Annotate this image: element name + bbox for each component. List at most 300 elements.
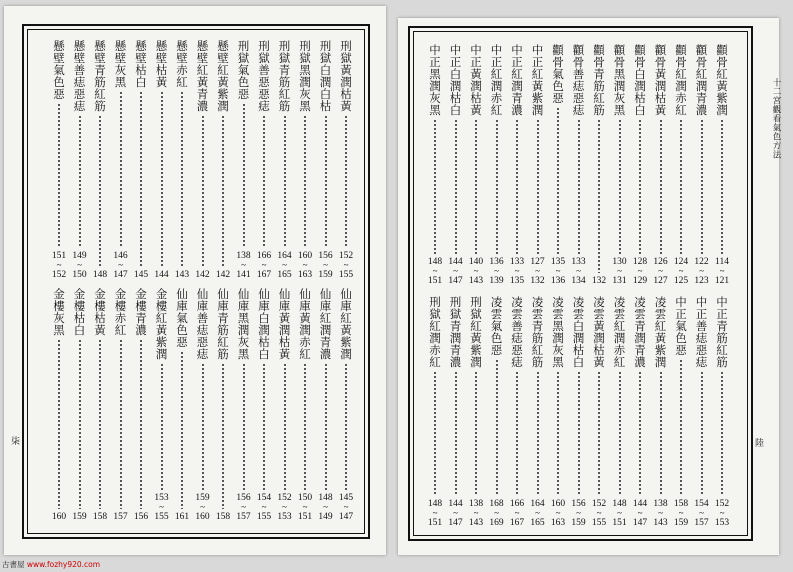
page-range xyxy=(134,270,148,280)
range-tilde: ~ xyxy=(576,508,581,518)
range-tilde: ~ xyxy=(555,508,561,518)
page-ref: 151 xyxy=(51,251,67,261)
dot-leader xyxy=(161,91,163,267)
page-range xyxy=(298,251,312,280)
page-ref: 167 xyxy=(509,518,525,528)
page-ref: 163 xyxy=(550,518,566,528)
page-range xyxy=(195,493,209,522)
entry-title: 仙庫黑潤灰黑 xyxy=(236,288,251,360)
dot-leader xyxy=(345,363,347,490)
dot-leader xyxy=(202,363,204,490)
toc-entry xyxy=(694,296,710,528)
page-range xyxy=(93,512,107,522)
dot-leader xyxy=(304,363,306,490)
page-ref: 161 xyxy=(174,512,190,522)
page-ref: 152 xyxy=(591,499,607,509)
range-tilde: ~ xyxy=(596,508,602,518)
page-ref: 166 xyxy=(256,251,272,261)
page-ref: 153 xyxy=(714,518,730,528)
page-ref: 132 xyxy=(591,276,607,286)
page-ref: 163 xyxy=(297,270,313,280)
toc-entry xyxy=(215,40,231,280)
page-ref: 143 xyxy=(468,518,484,528)
dot-leader xyxy=(263,363,265,490)
page-range xyxy=(674,257,688,286)
entry-title: 金樓青濃 xyxy=(134,288,148,336)
toc-entry xyxy=(673,296,689,528)
toc-entry xyxy=(133,40,149,280)
page-ref: 153 xyxy=(277,512,292,522)
toc-entry xyxy=(154,40,170,280)
entry-title: 懸壁青筋紅筋 xyxy=(93,40,107,112)
page-ref: 145 xyxy=(338,493,354,503)
range-tilde: ~ xyxy=(494,508,499,518)
entry-title: 凌雲紅黃紫潤 xyxy=(653,296,668,368)
page-ref: 154 xyxy=(694,499,709,509)
entry-title: 顴骨青筋紅筋 xyxy=(592,44,606,116)
page-number: 陸 xyxy=(753,438,763,447)
page-range xyxy=(257,493,271,522)
toc-entry xyxy=(632,44,648,286)
page-range xyxy=(612,499,626,528)
dot-leader xyxy=(455,371,457,496)
toc-entry xyxy=(92,40,108,280)
toc-entry xyxy=(530,296,546,528)
page-ref: 157 xyxy=(113,512,128,522)
page-range xyxy=(428,499,442,528)
range-tilde: ~ xyxy=(494,266,499,276)
page-ref: 143 xyxy=(653,518,668,528)
page-ref: 151 xyxy=(427,276,443,286)
dot-leader xyxy=(537,119,539,254)
page-ref: 164 xyxy=(530,499,545,509)
entry-title: 金樓赤紅 xyxy=(113,288,128,336)
dot-leader xyxy=(434,119,436,254)
dot-leader xyxy=(345,115,347,248)
page-ref: 124 xyxy=(673,257,689,267)
dot-leader xyxy=(120,91,122,248)
entry-title: 凌雲紅潤赤紅 xyxy=(612,296,627,368)
page-range xyxy=(134,512,148,522)
dot-leader xyxy=(325,115,327,248)
toc-entry xyxy=(174,40,190,280)
page-ref: 155 xyxy=(591,518,607,528)
entry-title: 懸壁灰黑 xyxy=(113,40,128,88)
toc-entry xyxy=(571,296,587,528)
page-ref: 114 xyxy=(715,257,729,267)
page-range xyxy=(489,499,503,528)
range-tilde: ~ xyxy=(241,502,246,512)
page-ref: 159 xyxy=(72,512,87,522)
page-ref: 152 xyxy=(338,251,354,261)
entry-title: 懸壁赤紅 xyxy=(175,40,189,88)
dot-leader xyxy=(99,339,101,509)
page-ref: 147 xyxy=(113,270,128,280)
page-range xyxy=(694,257,708,286)
page-ref: 158 xyxy=(673,499,689,509)
dot-leader xyxy=(598,119,600,273)
range-tilde: ~ xyxy=(343,260,349,270)
range-tilde: ~ xyxy=(535,508,540,518)
page-range xyxy=(551,257,565,286)
page-ref: 147 xyxy=(632,518,648,528)
entry-title: 金樓紅黃紫潤 xyxy=(154,288,169,360)
page-ref: 144 xyxy=(448,499,463,509)
page-ref: 142 xyxy=(195,270,210,280)
page-ref: 133 xyxy=(571,257,586,267)
dot-leader xyxy=(660,119,662,254)
range-tilde: ~ xyxy=(617,266,622,276)
page-ref: 138 xyxy=(236,251,251,261)
page-ref: 126 xyxy=(653,257,668,267)
dot-leader xyxy=(537,371,539,496)
dot-leader xyxy=(304,115,306,248)
range-tilde: ~ xyxy=(282,502,287,512)
toc-entry xyxy=(154,288,170,522)
range-tilde: ~ xyxy=(282,260,287,270)
entry-title: 凌雲青潤青濃 xyxy=(633,296,647,368)
page-ref: 165 xyxy=(530,518,545,528)
entry-title: 刑獄青筋紅筋 xyxy=(277,40,292,112)
page-range xyxy=(277,251,291,280)
page-ref: 156 xyxy=(133,512,149,522)
page-range xyxy=(257,251,271,280)
page-range xyxy=(113,512,127,522)
entry-title: 中正紅黃紫潤 xyxy=(530,44,545,116)
entry-title: 仙庫青筋紅筋 xyxy=(216,288,230,360)
entry-title: 凌雲黑潤灰黑 xyxy=(551,296,565,368)
toc-entry xyxy=(318,40,334,280)
page-ref: 157 xyxy=(236,512,251,522)
page-range xyxy=(612,257,626,286)
page-range xyxy=(530,499,544,528)
range-tilde: ~ xyxy=(473,508,479,518)
dot-leader xyxy=(721,119,723,254)
entry-title: 凌雲善痣惡痣 xyxy=(510,296,524,368)
toc-entry xyxy=(256,288,272,522)
page-ref: 168 xyxy=(489,499,504,509)
page-ref: 153 xyxy=(154,493,169,503)
page-ref: 121 xyxy=(714,276,730,286)
page-ref: 165 xyxy=(277,270,292,280)
range-tilde: ~ xyxy=(200,502,205,512)
page-range xyxy=(93,270,107,280)
page-ref: 146 xyxy=(113,251,128,261)
entry-title: 仙庫紅潤青濃 xyxy=(318,288,333,360)
range-tilde: ~ xyxy=(678,266,684,276)
range-tilde: ~ xyxy=(699,508,704,518)
toc-entry xyxy=(174,288,190,522)
range-tilde: ~ xyxy=(323,502,328,512)
page-ref: 150 xyxy=(297,493,313,503)
page-range xyxy=(469,257,483,286)
dot-leader xyxy=(557,371,559,496)
page-ref: 151 xyxy=(297,512,313,522)
toc-entry xyxy=(318,288,334,522)
page-ref: 144 xyxy=(632,499,648,509)
toc-entry xyxy=(195,288,211,522)
page-range xyxy=(175,270,189,280)
dot-leader xyxy=(496,359,498,496)
page-range xyxy=(277,493,291,522)
page-ref: 156 xyxy=(318,251,333,261)
dot-leader xyxy=(516,371,518,496)
page-range xyxy=(530,257,544,286)
range-tilde: ~ xyxy=(159,502,164,512)
range-tilde: ~ xyxy=(453,266,458,276)
dot-leader xyxy=(557,107,559,254)
dot-leader xyxy=(701,371,703,496)
page-ref: 166 xyxy=(509,499,525,509)
entry-title: 顴骨紅潤青濃 xyxy=(694,44,709,116)
page-ref: 144 xyxy=(154,270,169,280)
entry-title: 顴骨善痣惡痣 xyxy=(571,44,586,116)
page-ref: 141 xyxy=(236,270,251,280)
entry-title: 懸壁枯白 xyxy=(134,40,148,88)
dot-leader xyxy=(639,119,641,254)
toc-entry xyxy=(550,296,566,528)
page-range xyxy=(571,499,585,528)
toc-entry xyxy=(468,296,484,528)
page-ref: 128 xyxy=(632,257,648,267)
toc-entry xyxy=(277,288,293,522)
dot-leader xyxy=(598,371,600,496)
page-ref: 150 xyxy=(72,270,87,280)
page-ref: 131 xyxy=(612,276,627,286)
page-range xyxy=(489,257,503,286)
page-ref: 151 xyxy=(612,518,627,528)
page-range xyxy=(469,499,483,528)
dot-leader xyxy=(181,351,183,509)
entry-title: 顴骨紅潤赤紅 xyxy=(674,44,688,116)
page-range xyxy=(318,493,332,522)
page-ref: 148 xyxy=(427,499,443,509)
dot-leader xyxy=(496,119,498,254)
page-ref: 160 xyxy=(297,251,313,261)
toc-entry xyxy=(427,44,443,286)
page-ref: 155 xyxy=(256,512,272,522)
range-tilde: ~ xyxy=(343,502,349,512)
range-tilde: ~ xyxy=(617,508,622,518)
page-range xyxy=(592,276,606,286)
page-range xyxy=(339,493,353,522)
page-ref: 129 xyxy=(632,276,648,286)
range-tilde: ~ xyxy=(678,508,684,518)
toc-entry xyxy=(714,44,730,286)
dot-leader xyxy=(619,119,621,254)
page-range xyxy=(298,493,312,522)
toc-entry xyxy=(92,288,108,522)
page-ref: 135 xyxy=(550,257,566,267)
entry-title: 顴骨白潤枯白 xyxy=(633,44,647,116)
toc-entry xyxy=(714,296,730,528)
range-tilde: ~ xyxy=(261,260,267,270)
toc-entry xyxy=(509,44,525,286)
entry-title: 金樓枯黃 xyxy=(93,288,107,336)
toc-entry xyxy=(550,44,566,286)
dot-leader xyxy=(455,119,457,254)
range-tilde: ~ xyxy=(323,260,328,270)
dot-leader xyxy=(619,371,621,496)
dot-leader xyxy=(222,115,224,267)
entry-title: 中正白潤枯白 xyxy=(448,44,463,116)
entry-title: 懸壁枯黃 xyxy=(154,40,169,88)
page-range xyxy=(318,251,332,280)
page-range xyxy=(510,257,524,286)
dot-leader xyxy=(434,371,436,496)
page-range xyxy=(715,499,729,528)
range-tilde: ~ xyxy=(514,508,520,518)
page-ref: 158 xyxy=(215,512,231,522)
page-ref: 122 xyxy=(694,257,709,267)
entry-title: 刑獄青潤青濃 xyxy=(448,296,463,368)
entry-title: 仙庫氣色惡 xyxy=(175,288,189,348)
toc-entry xyxy=(673,44,689,286)
page-range xyxy=(428,257,442,286)
page-ref: 132 xyxy=(530,276,545,286)
page-ref: 149 xyxy=(72,251,87,261)
page-ref: 127 xyxy=(653,276,668,286)
page-ref: 154 xyxy=(256,493,272,503)
toc-entry xyxy=(51,40,67,280)
entry-title: 刑獄黃潤枯黃 xyxy=(339,40,353,112)
page-ref: 138 xyxy=(653,499,668,509)
range-tilde: ~ xyxy=(77,260,82,270)
dot-leader xyxy=(58,339,60,509)
toc-entry xyxy=(591,44,607,286)
toc-entry xyxy=(72,40,88,280)
dot-leader xyxy=(284,363,286,490)
page-ref: 130 xyxy=(612,257,627,267)
toc-entry xyxy=(653,296,669,528)
range-tilde: ~ xyxy=(118,260,123,270)
toc-entry xyxy=(236,40,252,280)
dot-leader xyxy=(475,119,477,254)
page-ref: 156 xyxy=(571,499,586,509)
entry-title: 懸壁紅黃青濃 xyxy=(195,40,210,112)
page-ref: 138 xyxy=(468,499,484,509)
toc-entry xyxy=(215,288,231,522)
left-page xyxy=(4,6,386,555)
page-range xyxy=(195,270,209,280)
page-range xyxy=(633,257,647,286)
page-ref: 157 xyxy=(694,518,709,528)
toc-entry xyxy=(133,288,149,522)
page-ref: 127 xyxy=(530,257,545,267)
page-range xyxy=(72,251,86,280)
right-page xyxy=(398,18,779,555)
range-tilde: ~ xyxy=(514,266,520,276)
entry-title: 懸壁氣色惡 xyxy=(52,40,66,100)
dot-leader xyxy=(639,371,641,496)
entry-title: 中正黃潤枯黃 xyxy=(469,44,483,116)
toc-entry xyxy=(489,44,505,286)
page-ref: 164 xyxy=(277,251,292,261)
page-ref: 159 xyxy=(318,270,333,280)
dot-leader xyxy=(284,115,286,248)
entry-title: 刑獄氣色惡 xyxy=(236,40,251,100)
entry-title: 仙庫黃潤枯黃 xyxy=(277,288,292,360)
toc-entry xyxy=(72,288,88,522)
toc-entry xyxy=(468,44,484,286)
range-tilde: ~ xyxy=(261,502,267,512)
page-ref: 151 xyxy=(427,518,443,528)
toc-entry xyxy=(448,44,464,286)
page-range xyxy=(571,257,585,286)
toc-entry xyxy=(591,296,607,528)
range-tilde: ~ xyxy=(699,266,704,276)
page-range xyxy=(236,251,250,280)
range-tilde: ~ xyxy=(241,260,246,270)
page-ref: 152 xyxy=(51,270,67,280)
entry-title: 仙庫善痣惡痣 xyxy=(195,288,210,360)
running-header: 十二宮觀看氣色方法 xyxy=(771,78,781,159)
dot-leader xyxy=(263,115,265,248)
range-tilde: ~ xyxy=(555,266,561,276)
dot-leader xyxy=(243,363,245,490)
entry-title: 仙庫白潤枯白 xyxy=(257,288,271,360)
entry-title: 懸壁善痣惡痣 xyxy=(72,40,87,112)
toc-entry xyxy=(448,296,464,528)
page-range xyxy=(592,499,606,528)
page-number: 柒 xyxy=(9,436,19,445)
entry-title: 凌雲青筋紅筋 xyxy=(530,296,545,368)
page-ref: 142 xyxy=(215,270,231,280)
entry-title: 中正紅潤青濃 xyxy=(510,44,524,116)
range-tilde: ~ xyxy=(658,266,663,276)
entry-title: 金樓枯白 xyxy=(72,288,87,336)
entry-title: 刑獄善惡惡痣 xyxy=(257,40,271,112)
toc-entry xyxy=(113,40,129,280)
site-name: 古書屋 xyxy=(2,560,25,569)
page-range xyxy=(52,512,66,522)
page-ref: 167 xyxy=(256,270,272,280)
dot-leader xyxy=(79,115,81,248)
page-range xyxy=(154,493,168,522)
page-ref: 143 xyxy=(174,270,190,280)
dot-leader xyxy=(58,103,60,248)
page-range xyxy=(154,270,168,280)
toc-entry xyxy=(297,288,313,522)
page-ref: 169 xyxy=(489,518,504,528)
dot-leader xyxy=(680,119,682,254)
toc-entry xyxy=(489,296,505,528)
page-ref: 136 xyxy=(489,257,504,267)
toc-entry xyxy=(338,288,354,522)
entry-title: 刑獄紅潤赤紅 xyxy=(428,296,442,368)
dot-leader xyxy=(680,359,682,496)
page-ref: 123 xyxy=(694,276,709,286)
dot-leader xyxy=(516,119,518,254)
entry-title: 顴骨黃潤枯黃 xyxy=(653,44,668,116)
toc-entry xyxy=(277,40,293,280)
dot-leader xyxy=(79,339,81,509)
range-tilde: ~ xyxy=(637,508,643,518)
range-tilde: ~ xyxy=(576,266,581,276)
page-ref: 155 xyxy=(338,270,354,280)
entry-title: 凌雲白潤枯白 xyxy=(571,296,586,368)
page-ref: 148 xyxy=(318,493,333,503)
toc-entry xyxy=(427,296,443,528)
page-ref: 160 xyxy=(51,512,67,522)
entry-title: 仙庫紅黃紫潤 xyxy=(339,288,353,360)
entry-title: 刑獄黑潤灰黑 xyxy=(298,40,312,112)
page-ref: 134 xyxy=(571,276,586,286)
page-ref: 145 xyxy=(133,270,149,280)
range-tilde: ~ xyxy=(56,260,62,270)
entry-title: 刑獄白潤白枯 xyxy=(318,40,333,112)
page-ref: 159 xyxy=(673,518,689,528)
